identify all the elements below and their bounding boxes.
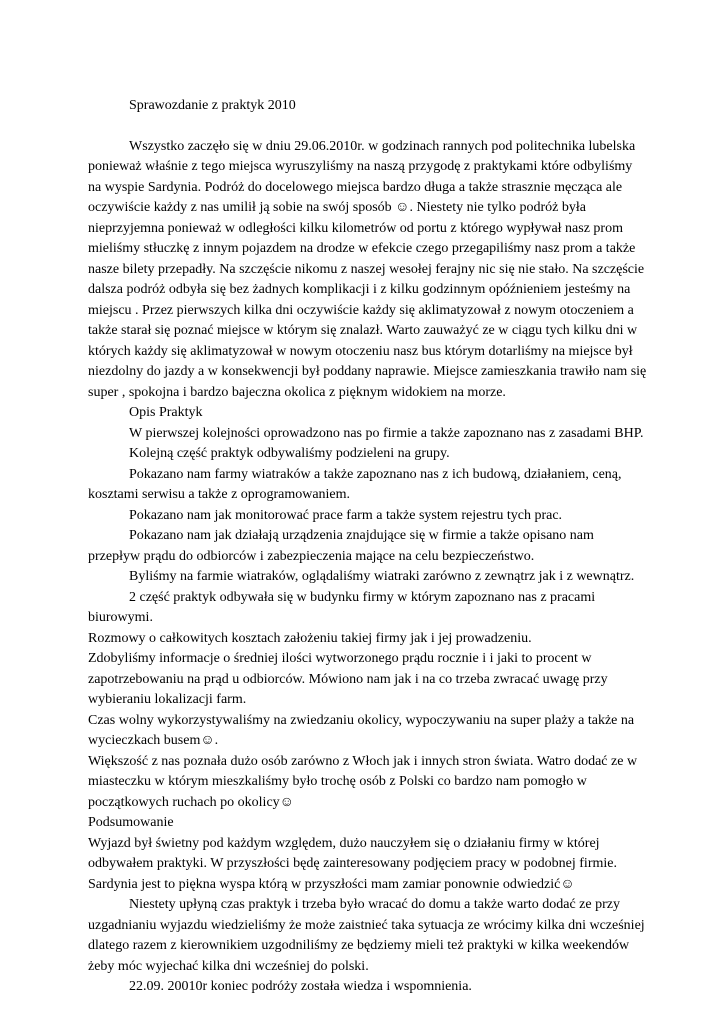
document-page	[88, 96, 648, 998]
paragraph-people: Większość z nas poznała dużo osób zarówno z Włoch jak i innych stron świata. Watro dodać ze w miasteczku w którym mieszkaliśmy było trochę osób z Polski co bardzo nam pomogło w początkowych ruchach po okolicy☺	[88, 753, 638, 810]
paragraph-bhp: W pierwszej kolejności oprowadzono nas po firmie a także zapoznano nas z zasadami BHP.	[129, 425, 644, 441]
paragraph-farm-visit: Byliśmy na farmie wiatraków, oglądaliśmy wiatraki zarówno z zewnątrz jak i z wewnątrz.	[129, 569, 635, 584]
paragraph-wind-farms: Pokazano nam farmy wiatraków a także zapoznano nas z ich budową, działaniem, ceną, kosztami serwisu a także z oprogramowaniem.	[88, 466, 622, 502]
document-title: Sprawozdanie z praktyk 2010	[129, 98, 296, 113]
paragraph-free-time: Czas wolny wykorzystywaliśmy na zwiedzaniu okolicy, wypoczywaniu na super plaży a także na wycieczkach busem☺.	[88, 712, 635, 748]
paragraph-monitoring: Pokazano nam jak monitorować prace farm a także system rejestru tych prac.	[129, 507, 563, 523]
paragraph-intro: Wszystko zaczęło się w dniu 29.06.2010r. w godzinach rannych pod politechnika lubelska ponieważ właśnie z tego miejsca wyruszyliśmy na naszą przygodę z praktykami które odbyliśmy na wyspie Sardynia. Podróż do docelowego miejsca bardzo długa a także strasznie męcząca ale oczywiście każdy z nas umilił ją sobie na swój sposób ☺. Niestety nie tylko podróż była nieprzyjemna ponieważ w odległości kilku kilometrów od portu z którego wypływał nasz prom mieliśmy stłuczkę z innym pojazdem na drodze w efekcie czego przegapiliśmy nasz prom a także nasze bilety przepadły. Na szczęście nikomu z naszej wesołej ferajny nic się nie stało. Na szczęście dalsza podróż odbyła się bez żadnych komplikacji i z kilku godzinnym opóźnieniem jesteśmy na miejscu . Przez pierwszych kilka dni oczywiście każdy się aklimatyzował z nowym otoczeniem a także starał się poznać miejsce w którym się znalazł. Warto zauważyć ze w ciągu tych kilku dni w których każdy się aklimatyzował w nowym otoczeniu nasz bus którym dotarliśmy na miejsce był niezdolny do jazdy a w konsekwencji był poddany naprawie. Miejsce zamieszkania trawiło nam się super , spokojna i bardzo bajeczna okolica z pięknym widokiem na morze.	[88, 138, 647, 400]
paragraph-costs: Rozmowy o całkowitych kosztach założeniu takiej firmy jak i jej prowadzeniu.	[88, 630, 532, 646]
paragraph-groups: Kolejną część praktyk odbywaliśmy podzieleni na grupy.	[129, 446, 450, 461]
paragraph-energy-info: Zdobyliśmy informacje o średniej ilości wytworzonego prądu rocznie i i jaki to procent w zapotrzebowaniu na prąd u odbiorców. Mówiono nam jak i na co trzeba zwracać uwagę przy wybieraniu lokalizacji farm.	[88, 651, 608, 707]
section-heading-podsumowanie: Podsumowanie	[88, 815, 174, 830]
paragraph-devices: Pokazano nam jak działają urządzenia znajdujące się w firmie a także opisano nam przepływ prądu do odbiorców i zabezpieczenia mające na celu bezpieczeństwo.	[88, 528, 594, 564]
paragraph-office-work: 2 część praktyk odbywała się w budynku firmy w którym zapoznano nas z pracami biurowymi.	[88, 589, 596, 625]
paragraph-closing: 22.09. 20010r koniec podróży została wiedza i wspomnienia.	[129, 979, 472, 994]
section-heading-opis-praktyk: Opis Praktyk	[129, 405, 203, 420]
paragraph-return: Niestety upłyną czas praktyk i trzeba było wracać do domu a także warto dodać ze przy uzgadnianiu wyjazdu wiedzieliśmy że może zaistnieć taka sytuacja ze wrócimy kilka dni wcześniej dlatego razem z kierownikiem uzgodniliśmy ze będziemy mieli też praktyki w kilka weekendów żeby móc wyjechać kilka dni wcześniej do polski.	[88, 897, 645, 974]
paragraph-summary: Wyjazd był świetny pod każdym względem, dużo nauczyłem się o działaniu firmy w której odbywałem praktyki. W przyszłości będę zainteresowany podjęciem pracy w podobnej firmie. Sardynia jest to piękna wyspa którą w przyszłości mam zamiar ponownie odwiedzić☺	[88, 835, 617, 892]
